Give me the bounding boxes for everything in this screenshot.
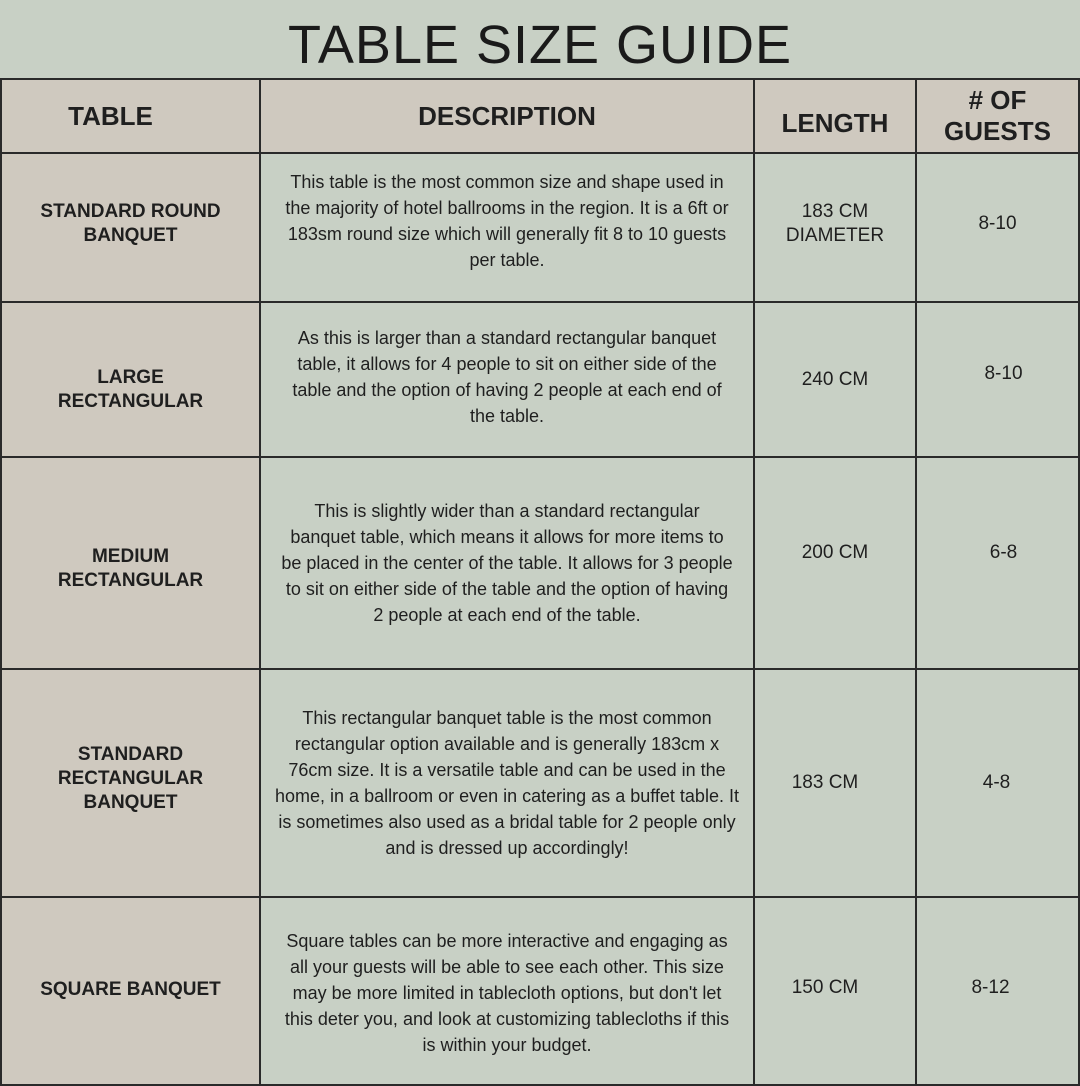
row-3-length: 200 CM bbox=[753, 456, 917, 670]
header-length: LENGTH bbox=[753, 78, 917, 154]
row-5-table: SQUARE BANQUET bbox=[0, 896, 261, 1086]
row-5-length: 150 CM bbox=[753, 896, 917, 1086]
row-5-guests: 8-12 bbox=[915, 896, 1080, 1086]
row-4-table: STANDARD RECTANGULAR BANQUET bbox=[0, 668, 261, 898]
row-4-description: This rectangular banquet table is the most common rectangular option available and is generally 183cm x 76cm size. It is a versatile table and can be used in the home, in a ballroom or even in catering as a buffet table. It is sometimes also used as a bridal table for 2 people only and is dressed up accordingly! bbox=[259, 668, 755, 898]
header-guests: # OF GUESTS bbox=[915, 78, 1080, 154]
row-2-table: LARGE RECTANGULAR bbox=[0, 301, 261, 458]
row-4-length: 183 CM bbox=[753, 668, 917, 898]
header-table: TABLE bbox=[0, 78, 261, 154]
table-size-grid bbox=[0, 78, 1080, 1080]
row-4-guests: 4-8 bbox=[915, 668, 1080, 898]
row-3-description: This is slightly wider than a standard rectangular banquet table, which means it allows for more items to be placed in the center of the table. It allows for 3 people to sit on either side of the table and the option of having 2 people at each end of the table. bbox=[259, 456, 755, 670]
row-3-guests: 6-8 bbox=[915, 456, 1080, 670]
row-1-table: STANDARD ROUND BANQUET bbox=[0, 152, 261, 303]
header-description: DESCRIPTION bbox=[259, 78, 755, 154]
row-2-length: 240 CM bbox=[753, 301, 917, 458]
row-5-description: Square tables can be more interactive and engaging as all your guests will be able to see each other. This size may be more limited in tablecloth options, but don't let this deter you, and look at customizing tablecloths if this is within your budget. bbox=[259, 896, 755, 1086]
page-title: TABLE SIZE GUIDE bbox=[287, 15, 793, 75]
row-2-description: As this is larger than a standard rectangular banquet table, it allows for 4 people to sit on either side of the table and the option of having 2 people at each end of the table. bbox=[259, 301, 755, 458]
row-1-guests: 8-10 bbox=[915, 152, 1080, 303]
row-1-length: 183 CM DIAMETER bbox=[753, 152, 917, 303]
row-3-table: MEDIUM RECTANGULAR bbox=[0, 456, 261, 670]
row-1-description: This table is the most common size and shape used in the majority of hotel ballrooms in the region. It is a 6ft or 183sm round size which will generally fit 8 to 10 guests per table. bbox=[259, 152, 755, 303]
row-2-guests: 8-10 bbox=[915, 301, 1080, 458]
